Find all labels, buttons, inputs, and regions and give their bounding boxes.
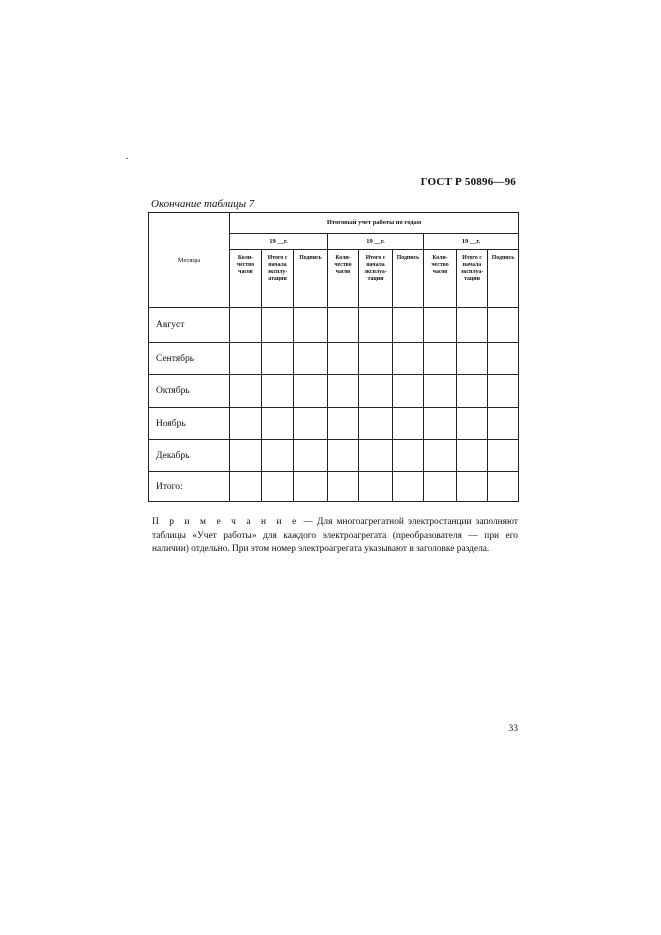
table-row	[149, 343, 519, 375]
entry-cell	[262, 308, 294, 343]
entry-cell	[328, 343, 359, 375]
footnote	[152, 516, 518, 557]
column-header-line: Коли-	[335, 255, 351, 261]
table-row	[149, 472, 519, 502]
row-label: Ноябрь	[149, 408, 230, 440]
entry-cell	[294, 308, 328, 343]
column-header-line: эксплуа-	[460, 269, 484, 275]
column-header-line: часов	[335, 269, 351, 275]
column-header-line: чество	[334, 262, 352, 268]
table-row	[149, 440, 519, 472]
entry-cell	[359, 440, 393, 472]
column-header-line: Коли-	[432, 255, 448, 261]
column-header	[262, 250, 294, 308]
table-caption: Окончание таблицы 7	[151, 198, 255, 210]
column-header-line: Подпись	[299, 255, 322, 261]
entry-cell	[488, 343, 519, 375]
column-header	[328, 250, 359, 308]
column-header-line: Коли-	[237, 255, 254, 261]
note-label: П р и м е ч а н и е	[152, 517, 300, 527]
column-header-line: часов	[432, 269, 448, 275]
entry-cell	[328, 308, 359, 343]
group-header: Итоговый учет работы по годам	[230, 213, 519, 234]
entry-cell	[230, 343, 262, 375]
entry-cell	[457, 343, 488, 375]
entry-cell	[457, 472, 488, 502]
column-header-line: тации	[464, 276, 480, 282]
column-header-line: Итого с	[462, 255, 482, 261]
entry-cell	[328, 408, 359, 440]
column-header-line: эксплу-	[267, 269, 288, 275]
entry-cell	[457, 408, 488, 440]
work-log-table	[148, 212, 519, 502]
entry-cell	[294, 472, 328, 502]
months-header: Месяцы	[149, 213, 230, 308]
row-label: Сентябрь	[149, 343, 230, 375]
entry-cell	[424, 408, 457, 440]
column-header-line: чество	[236, 262, 255, 268]
column-header-line: начала	[366, 262, 385, 268]
entry-cell	[328, 375, 359, 408]
entry-cell	[393, 375, 424, 408]
entry-cell	[262, 408, 294, 440]
year-header-3: 19 __г.	[424, 234, 519, 250]
table-row	[149, 308, 519, 343]
entry-cell	[488, 308, 519, 343]
column-header	[294, 250, 328, 308]
column-header-line: Подпись	[396, 255, 420, 261]
column-header-line: Итого с	[365, 255, 386, 261]
entry-cell	[359, 375, 393, 408]
entry-cell	[359, 472, 393, 502]
entry-cell	[262, 440, 294, 472]
entry-cell	[328, 472, 359, 502]
entry-cell	[230, 308, 262, 343]
entry-cell	[294, 440, 328, 472]
entry-cell	[488, 472, 519, 502]
entry-cell	[294, 375, 328, 408]
column-header-line: Итого с	[267, 255, 288, 261]
column-header	[393, 250, 424, 308]
column-header-line: эксплуа-	[364, 269, 387, 275]
row-label: Август	[149, 308, 230, 343]
entry-cell	[328, 440, 359, 472]
page-number: 33	[508, 724, 518, 734]
entry-cell	[393, 308, 424, 343]
entry-cell	[262, 375, 294, 408]
entry-cell	[457, 440, 488, 472]
column-header-line: начала	[268, 262, 287, 268]
entry-cell	[393, 440, 424, 472]
row-label: Декабрь	[149, 440, 230, 472]
entry-cell	[424, 375, 457, 408]
document-code: ГОСТ Р 50896—96	[420, 176, 516, 188]
column-header	[230, 250, 262, 308]
entry-cell	[424, 343, 457, 375]
column-header-line: начала	[462, 262, 482, 268]
year-header-1: 19 __г.	[230, 234, 328, 250]
row-label: Октябрь	[149, 375, 230, 408]
entry-cell	[262, 472, 294, 502]
entry-cell	[424, 308, 457, 343]
entry-cell	[488, 440, 519, 472]
column-header	[359, 250, 393, 308]
entry-cell	[294, 343, 328, 375]
table-row	[149, 375, 519, 408]
entry-cell	[230, 375, 262, 408]
column-header-line: тации	[367, 276, 384, 282]
entry-cell	[359, 408, 393, 440]
entry-cell	[393, 472, 424, 502]
column-header-line: часов	[238, 269, 253, 275]
entry-cell	[359, 343, 393, 375]
column-header-line: чество	[431, 262, 449, 268]
entry-cell	[488, 375, 519, 408]
scan-speck	[126, 158, 128, 159]
entry-cell	[230, 440, 262, 472]
column-header	[424, 250, 457, 308]
entry-cell	[457, 375, 488, 408]
entry-cell	[424, 440, 457, 472]
entry-cell	[230, 472, 262, 502]
year-header-2: 19 __г.	[328, 234, 424, 250]
entry-cell	[294, 408, 328, 440]
note-text: — Для многоагрегатной электростанции заполняют таблицы «Учет работы» для каждого электроагрегата (преобразователя — при его наличии) отдельно. При этом номер электроагрегата указывают в заголовке раздела.	[152, 517, 518, 555]
column-header	[488, 250, 519, 308]
entry-cell	[488, 408, 519, 440]
row-label: Итого:	[149, 472, 230, 502]
entry-cell	[424, 472, 457, 502]
entry-cell	[393, 408, 424, 440]
entry-cell	[262, 343, 294, 375]
entry-cell	[359, 308, 393, 343]
column-header-line: атации	[268, 276, 287, 282]
entry-cell	[393, 343, 424, 375]
entry-cell	[457, 308, 488, 343]
entry-cell	[230, 408, 262, 440]
column-header	[457, 250, 488, 308]
table-row	[149, 408, 519, 440]
column-header-line: Подпись	[491, 255, 515, 261]
